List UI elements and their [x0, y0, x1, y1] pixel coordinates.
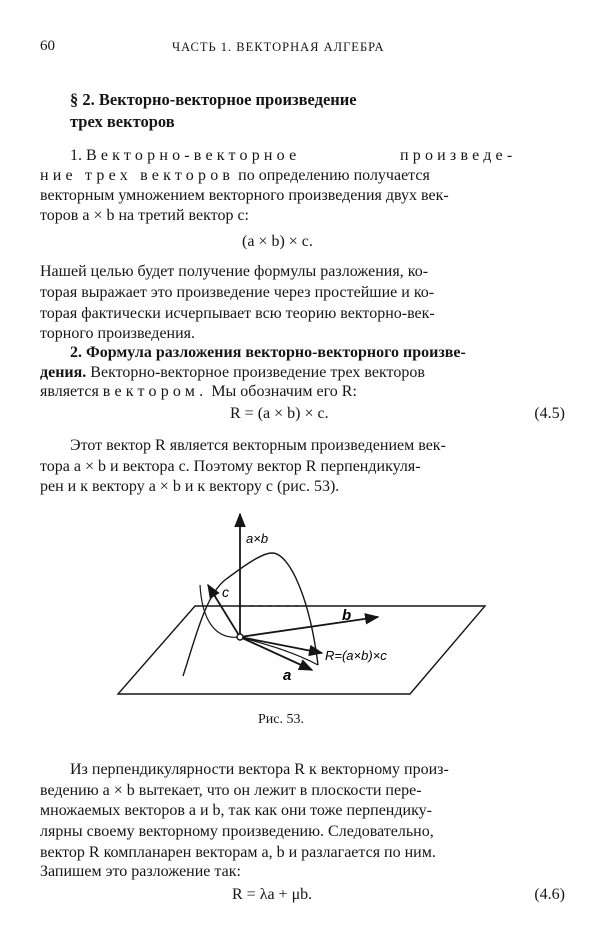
- par1-spaced-term-3: ние трех векторов: [40, 167, 235, 184]
- par5-line-5: вектор R компланарен векторам a, b и разлагается по ним.: [40, 844, 436, 861]
- par3-line-2-rest: Векторно-векторное произведение трех векторов: [86, 364, 425, 381]
- par2-line-4: торного произведения.: [40, 325, 196, 342]
- label-b: b: [342, 607, 352, 624]
- formula-4-5: R = (a × b) × c.: [230, 405, 329, 422]
- curved-surface-front: [240, 637, 318, 665]
- figure-caption: Рис. 53.: [258, 712, 304, 727]
- par1-spaced-term-2: произведе-: [400, 147, 517, 164]
- label-a: a: [283, 667, 292, 684]
- plane-parallelogram: [118, 606, 485, 694]
- par2-line-3: торая фактически исчерпывает всю теорию векторно-век-: [40, 305, 435, 322]
- par4-line-2: тора a × b и вектора c. Поэтому вектор R перпендикуля-: [40, 458, 421, 475]
- par1-spaced-term-1: Векторно-векторное: [86, 147, 301, 164]
- par3-line-3-b: Мы обозначим его R:: [207, 383, 357, 400]
- label-c: c: [222, 584, 229, 600]
- par1-line-2-rest: по определению получается: [234, 167, 430, 184]
- par1-line-4: торов a × b на третий вектор c:: [40, 207, 249, 224]
- par5-line-1: Из перпендикулярности вектора R к векторному произ-: [70, 761, 449, 778]
- par3-bold-line-1: 2. Формула разложения векторно-векторного произве-: [70, 344, 466, 361]
- label-axb: a×b: [246, 531, 269, 546]
- par5-line-2: ведению a × b вытекает, что он лежит в плоскости пере-: [40, 782, 422, 799]
- origin-point: [237, 634, 243, 640]
- eq-number-4-5: (4.5): [534, 405, 565, 422]
- par3-line-3-a: является: [40, 383, 103, 400]
- curved-surface: [183, 553, 318, 676]
- par4-line-1: Этот вектор R является векторным произведением век-: [70, 437, 446, 454]
- curved-surface-left: [200, 585, 240, 637]
- vector-R: [240, 637, 322, 653]
- par5-line-6: Запишем это разложение так:: [40, 863, 241, 880]
- formula-axb-x-c: (a × b) × c.: [242, 233, 313, 250]
- vector-a: [240, 637, 312, 670]
- section-title-line-2: трех векторов: [70, 112, 175, 131]
- eq-number-4-6: (4.6): [534, 886, 565, 903]
- par4-line-3: рен и к вектору a × b и к вектору c (рис. 53).: [40, 478, 340, 495]
- par3-bold-line-2: дения.: [40, 364, 87, 381]
- page-number: 60: [40, 38, 55, 54]
- vector-b: [240, 617, 378, 637]
- formula-4-6: R = λa + μb.: [232, 886, 313, 903]
- par3-line-3-spaced: вектором.: [102, 383, 208, 400]
- par5-line-4: лярны своему векторному произведению. Следовательно,: [40, 823, 434, 840]
- par2-line-1: Нашей целью будет получение формулы разложения, ко-: [40, 263, 429, 280]
- label-R: R=(a×b)×c: [325, 648, 387, 663]
- par1-line-3: векторным умножением векторного произведения двух век-: [40, 187, 449, 204]
- par5-line-3: множаемых векторов a и b, так как они тоже перпендику-: [40, 802, 432, 819]
- par2-line-2: торая выражает это произведение через простейшие и ко-: [40, 284, 435, 301]
- running-title: ЧАСТЬ 1. ВЕКТОРНАЯ АЛГЕБРА: [172, 40, 385, 54]
- section-title-line-1: § 2. Векторно-векторное произведение: [70, 90, 357, 109]
- par1-number: 1.: [70, 147, 82, 164]
